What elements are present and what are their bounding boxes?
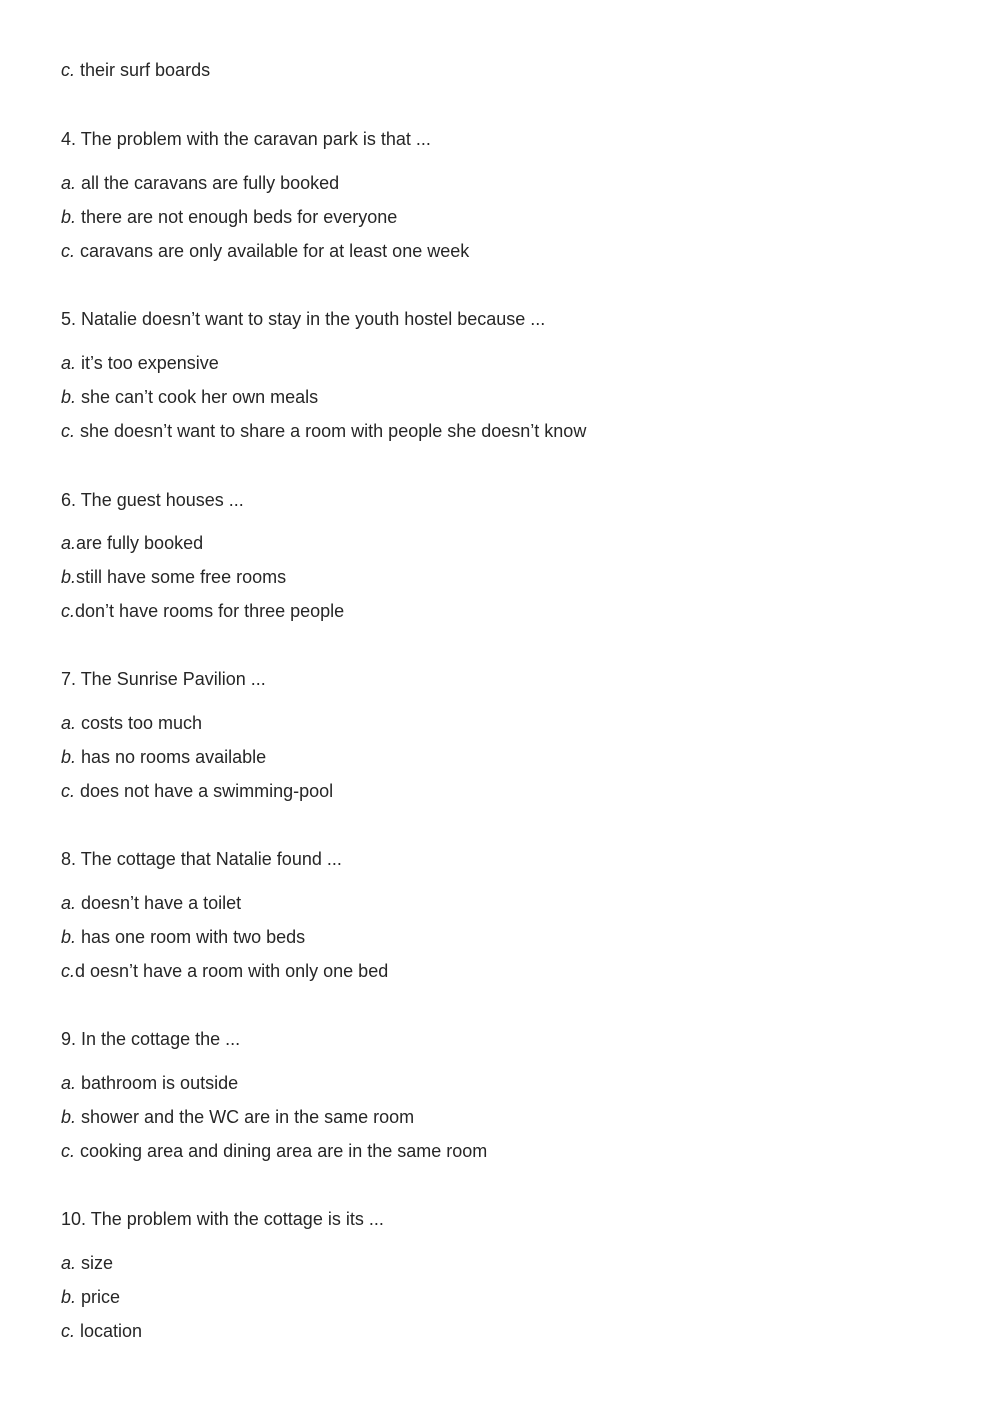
option-letter: a. — [61, 1253, 77, 1273]
option-letter: b. — [61, 747, 77, 767]
option-text: shower and the WC are in the same room — [76, 1107, 415, 1127]
option-letter: c. — [61, 781, 76, 801]
option-text: it’s too expensive — [76, 353, 219, 373]
option-text: cooking area and dining area are in the same room — [75, 1141, 488, 1161]
option-4a — [61, 172, 339, 194]
option-7b — [61, 746, 266, 768]
option-text: there are not enough beds for everyone — [76, 207, 398, 227]
option-letter: b. — [61, 1107, 77, 1127]
option-text: size — [76, 1253, 114, 1273]
option-text: are fully booked — [76, 533, 204, 553]
option-letter: a. — [61, 713, 77, 733]
option-text: don’t have rooms for three people — [75, 601, 345, 621]
option-letter: c. — [61, 601, 76, 621]
option-4b — [61, 206, 397, 228]
option-letter: c. — [61, 1141, 76, 1161]
option-text: has no rooms available — [76, 747, 267, 767]
option-letter: c. — [61, 421, 76, 441]
option-text: all the caravans are fully booked — [76, 173, 340, 193]
option-text: price — [76, 1287, 121, 1307]
option-7c — [61, 780, 333, 802]
option-text: d oesn’t have a room with only one bed — [75, 961, 389, 981]
option-8a — [61, 892, 241, 914]
option-3c — [61, 59, 210, 81]
option-text: she doesn’t want to share a room with people she doesn’t know — [75, 421, 587, 441]
question-4-prompt: 4. The problem with the caravan park is that ... — [61, 129, 431, 149]
option-letter: a. — [61, 173, 77, 193]
option-5c — [61, 420, 586, 442]
question-5-prompt: 5. Natalie doesn’t want to stay in the youth hostel because ... — [61, 309, 546, 329]
option-6a — [61, 532, 203, 554]
option-letter: b. — [61, 1287, 77, 1307]
question-7-prompt: 7. The Sunrise Pavilion ... — [61, 669, 266, 689]
option-text: caravans are only available for at least one week — [75, 241, 470, 261]
option-letter: b. — [61, 567, 77, 587]
option-letter: b. — [61, 927, 77, 947]
option-10a — [61, 1252, 113, 1274]
option-letter: a. — [61, 353, 77, 373]
option-letter: a. — [61, 533, 77, 553]
option-6b — [61, 566, 286, 588]
option-letter: c. — [61, 1321, 76, 1341]
question-10-prompt: 10. The problem with the cottage is its ... — [61, 1209, 384, 1229]
option-10b — [61, 1286, 120, 1308]
option-8b — [61, 926, 305, 948]
option-letter: b. — [61, 207, 77, 227]
option-9c — [61, 1140, 487, 1162]
option-text: does not have a swimming-pool — [75, 781, 334, 801]
option-letter: b. — [61, 387, 77, 407]
option-letter: a. — [61, 1073, 77, 1093]
option-text: still have some free rooms — [76, 567, 287, 587]
question-8-prompt: 8. The cottage that Natalie found ... — [61, 849, 342, 869]
option-4c — [61, 240, 469, 262]
option-letter: c. — [61, 241, 76, 261]
option-text: location — [75, 1321, 143, 1341]
option-letter: a. — [61, 893, 77, 913]
option-text: costs too much — [76, 713, 203, 733]
question-6-prompt: 6. The guest houses ... — [61, 490, 244, 510]
option-text: has one room with two beds — [76, 927, 306, 947]
option-text: she can’t cook her own meals — [76, 387, 319, 407]
option-5a — [61, 352, 219, 374]
option-text: their surf boards — [75, 60, 211, 80]
option-5b — [61, 386, 318, 408]
option-9b — [61, 1106, 414, 1128]
option-9a — [61, 1072, 238, 1094]
option-6c — [61, 600, 344, 622]
option-text: bathroom is outside — [76, 1073, 239, 1093]
option-7a — [61, 712, 202, 734]
option-letter: c. — [61, 60, 76, 80]
option-text: doesn’t have a toilet — [76, 893, 242, 913]
option-10c — [61, 1320, 142, 1342]
option-letter: c. — [61, 961, 76, 981]
question-9-prompt: 9. In the cottage the ... — [61, 1029, 241, 1049]
option-8c — [61, 960, 388, 982]
